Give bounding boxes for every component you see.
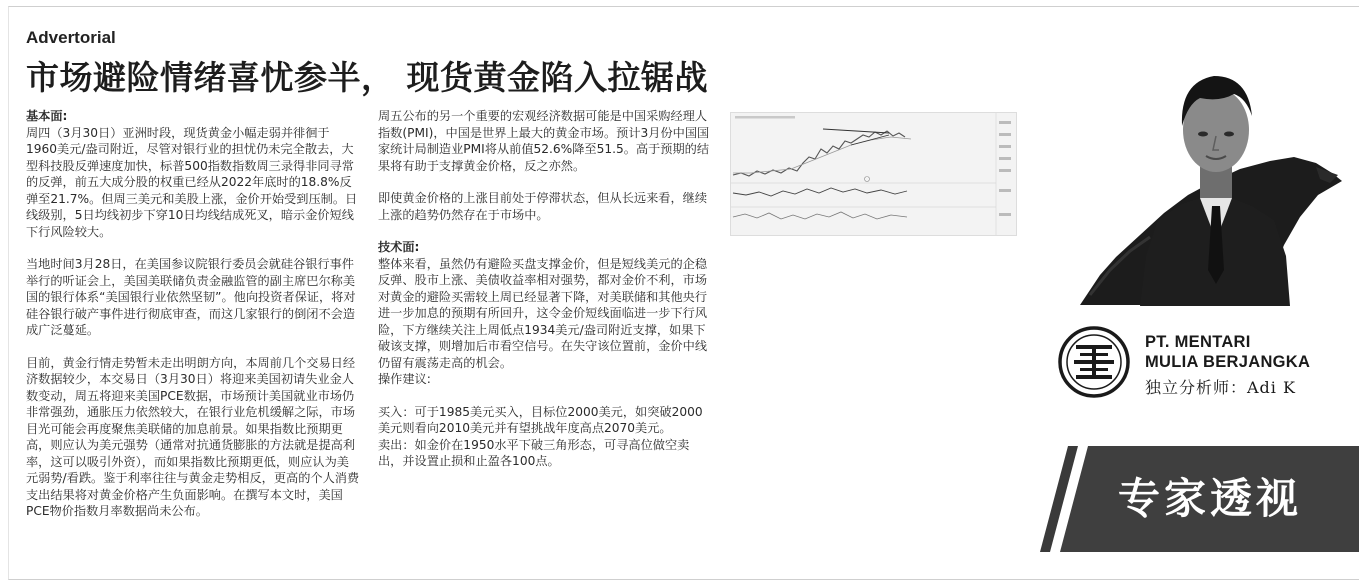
company-name-line1: PT. MENTARI — [1145, 333, 1251, 351]
expert-banner-title: 专家透视 — [1117, 474, 1302, 523]
operation-label: 操作建议: — [378, 372, 431, 386]
paragraph: 即使黄金价格的上涨目前处于停滞状态，但从长远来看，继续上涨的趋势仍然存在于市场中。 — [378, 191, 708, 222]
company-name — [1145, 332, 1310, 372]
company-name-line2: MULIA BERJANGKA — [1145, 353, 1311, 371]
advertorial-label: Advertorial — [26, 28, 116, 47]
paragraph: 整体来看，虽然仍有避险买盘支撑金价，但是短线美元的企稳反弹、股市上涨、美债收益率相对强势，都对金价不利，市场对黄金的避险买需较上周已经显著下降，对美联储和其他央行进一步加息的预期有所回升，这令金价短线面临进一步下行风险，下方继续关注上周低点1934美元/盎司附近支撑，如果下破该支撑，则增加后市看空信号。在失守该位置前，金价中线仍留有震荡走高的机会。 — [378, 256, 708, 370]
company-logo — [1058, 326, 1130, 398]
sell-advice: 卖出：如金价在1950水平下破三角形态，可寻高位做空卖出，并设置止损和止盈各100点。 — [378, 437, 690, 468]
paragraph: 目前，黄金行情走势暂未走出明朗方向，本周前几个交易日经济数据较少，本交易日（3月30日）将迎来美国初请失业金人数变动，周五将迎来美国PCE数据，市场预计美国就业市场仍非常强劲，通胀压力依然较大，在银行业危机缓解之际，市场目光可能会再度聚焦美联储的加息前景。如果指数比预期更高，则应认为美元强势（通常对抗通货膨胀的方法就是提高利率，这可以吸引外资），而如果指数比预期更低，则应认为美元弱势/看跌。鉴于利率往往与黄金走势相反，更高的个人消费支出结果将对黄金价格产生负面影响。在撰写本文时，美国PCE物价指数月率数据尚未公布。 — [26, 355, 360, 518]
headline: 市场避险情绪喜忧参半， 现货黄金陷入拉锯战 — [26, 58, 708, 97]
paragraph: 周五公布的另一个重要的宏观经济数据可能是中国采购经理人指数(PMI)，中国是世界上最大的黄金市场。预计3月份中国国家统计局制造业PMI将从前值52.6%降至51.5。高于预期的结果将有助于支撑黄金价格，反之亦然。 — [378, 109, 710, 173]
paragraph: 周四（3月30日）亚洲时段，现货黄金小幅走弱并徘徊于1960美元/盎司附近，尽管对银行业的担忧仍未完全散去，大型科技股反弹速度加快，标普500指数指数周三录得非同寻常的反弹，前五大成分股的权重已经从2022年底时的18.8%反弹至21.7%。但周三美元和美股上涨，金价开始受到压制。日线级别，5日均线初步下穿10日均线结成死叉，暗示金价短线下行风险较大。 — [26, 125, 358, 239]
buy-advice: 买入：可于1985美元买入，目标位2000美元，如突破2000美元则看向2010美元并有望挑战年度高点2070美元。 — [378, 404, 703, 435]
column-2 — [378, 108, 712, 470]
paragraph: 当地时间3月28日，在美国参议院银行委员会就硅谷银行事件举行的听证会上，美国美联储负责金融监管的副主席巴尔称美国的银行体系“美国银行业依然坚韧”。他向投资者保证，将对硅谷银行破产事件进行彻底审查，而这几家银行的倒闭不会造成广泛蔓延。 — [26, 257, 356, 337]
gold-price-chart-image — [730, 112, 1017, 236]
technical-heading: 技术面: — [378, 240, 420, 254]
fundamentals-heading: 基本面: — [26, 109, 68, 123]
column-1 — [26, 108, 360, 520]
analyst-name: 独立分析师：Adi K — [1145, 378, 1296, 397]
analyst-photo — [1140, 44, 1290, 306]
